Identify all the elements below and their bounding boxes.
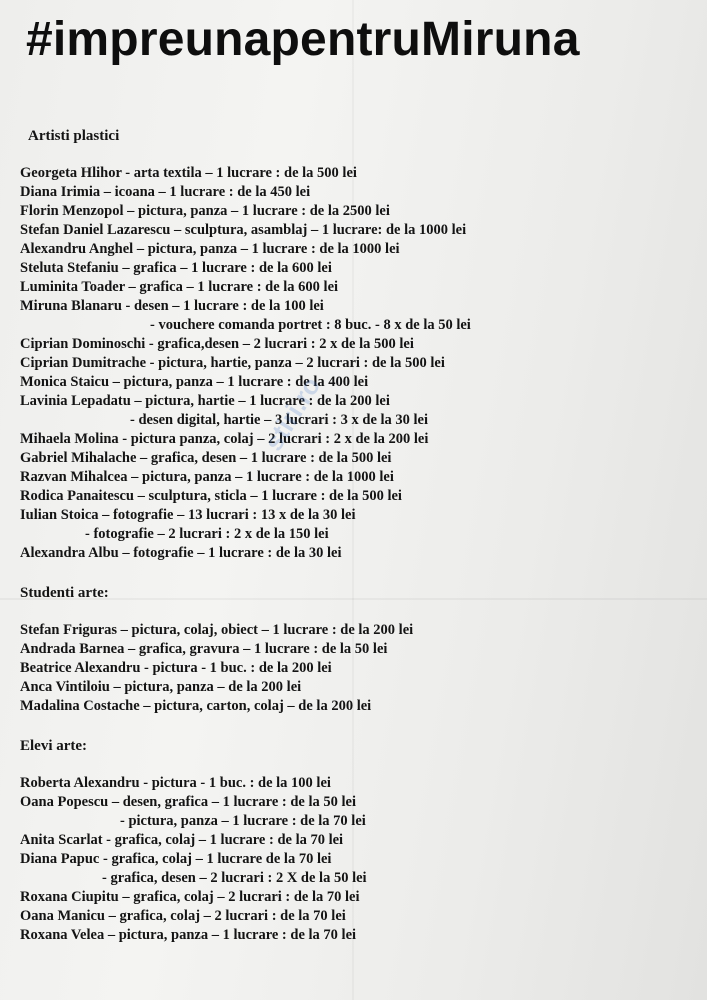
page-title: #impreunapentruMiruna xyxy=(26,13,580,66)
list-item: Madalina Costache – pictura, carton, colaj – de la 200 lei xyxy=(20,698,372,714)
section-heading-artisti-plastici: Artisti plastici xyxy=(28,128,120,144)
list-item: Stefan Daniel Lazarescu – sculptura, asamblaj – 1 lucrare: de la 1000 lei xyxy=(20,222,467,238)
list-item: Anca Vintiloiu – pictura, panza – de la 200 lei xyxy=(20,679,302,695)
list-item: Steluta Stefaniu – grafica – 1 lucrare : de la 600 lei xyxy=(20,260,332,276)
list-item-continuation: - grafica, desen – 2 lucrari : 2 X de la 50 lei xyxy=(102,870,367,886)
list-item: Georgeta Hlihor - arta textila – 1 lucrare : de la 500 lei xyxy=(20,165,357,181)
list-item: Anita Scarlat - grafica, colaj – 1 lucrare : de la 70 lei xyxy=(20,832,344,848)
list-item: Lavinia Lepadatu – pictura, hartie – 1 lucrare : de la 200 lei xyxy=(20,393,390,409)
list-item: Iulian Stoica – fotografie – 13 lucrari : 13 x de la 30 lei xyxy=(20,507,356,523)
list-item: Roberta Alexandru - pictura - 1 buc. : de la 100 lei xyxy=(20,775,331,791)
list-item: Mihaela Molina - pictura panza, colaj – 2 lucrari : 2 x de la 200 lei xyxy=(20,431,429,447)
list-item: Diana Irimia – icoana – 1 lucrare : de la 450 lei xyxy=(20,184,311,200)
list-item: Stefan Friguras – pictura, colaj, obiect – 1 lucrare : de la 200 lei xyxy=(20,622,414,638)
list-item-continuation: - desen digital, hartie – 3 lucrari : 3 x de la 30 lei xyxy=(130,412,429,428)
list-item: Razvan Mihalcea – pictura, panza – 1 lucrare : de la 1000 lei xyxy=(20,469,394,485)
list-item: Ciprian Dominoschi - grafica,desen – 2 lucrari : 2 x de la 500 lei xyxy=(20,336,414,352)
list-item: Florin Menzopol – pictura, panza – 1 lucrare : de la 2500 lei xyxy=(20,203,390,219)
list-item: Monica Staicu – pictura, panza – 1 lucrare : de la 400 lei xyxy=(20,374,369,390)
list-item: Oana Manicu – grafica, colaj – 2 lucrari : de la 70 lei xyxy=(20,908,346,924)
spacer xyxy=(20,603,690,621)
list-item: Luminita Toader – grafica – 1 lucrare : de la 600 lei xyxy=(20,279,339,295)
list-item: Gabriel Mihalache – grafica, desen – 1 lucrare : de la 500 lei xyxy=(20,450,392,466)
spacer xyxy=(20,756,690,774)
list-item: Beatrice Alexandru - pictura - 1 buc. : de la 200 lei xyxy=(20,660,332,676)
list-item: Alexandru Anghel – pictura, panza – 1 lucrare : de la 1000 lei xyxy=(20,241,400,257)
section-heading-elevi-arte: Elevi arte: xyxy=(20,738,88,754)
section-heading-studenti-arte: Studenti arte: xyxy=(20,585,109,601)
spacer xyxy=(20,563,690,583)
list-item: Roxana Ciupitu – grafica, colaj – 2 lucrari : de la 70 lei xyxy=(20,889,360,905)
list-item: Miruna Blanaru - desen – 1 lucrare : de la 100 lei xyxy=(20,298,324,314)
list-item-continuation: - pictura, panza – 1 lucrare : de la 70 lei xyxy=(120,813,366,829)
list-item: Roxana Velea – pictura, panza – 1 lucrare : de la 70 lei xyxy=(20,927,357,943)
spacer xyxy=(20,146,690,164)
list-item: Diana Papuc - grafica, colaj – 1 lucrare de la 70 lei xyxy=(20,851,332,867)
spacer xyxy=(20,716,690,736)
list-item: Ciprian Dumitrache - pictura, hartie, panza – 2 lucrari : de la 500 lei xyxy=(20,355,445,371)
list-item: Oana Popescu – desen, grafica – 1 lucrare : de la 50 lei xyxy=(20,794,357,810)
list-item-continuation: - vouchere comanda portret : 8 buc. - 8 x de la 50 lei xyxy=(150,317,471,333)
list-item-continuation: - fotografie – 2 lucrari : 2 x de la 150 lei xyxy=(85,526,329,542)
watermark: stiri.ro xyxy=(258,371,327,456)
list-item: Alexandra Albu – fotografie – 1 lucrare : de la 30 lei xyxy=(20,545,342,561)
document-body xyxy=(20,126,690,945)
list-item: Rodica Panaitescu – sculptura, sticla – 1 lucrare : de la 500 lei xyxy=(20,488,402,504)
list-item: Andrada Barnea – grafica, gravura – 1 lucrare : de la 50 lei xyxy=(20,641,388,657)
